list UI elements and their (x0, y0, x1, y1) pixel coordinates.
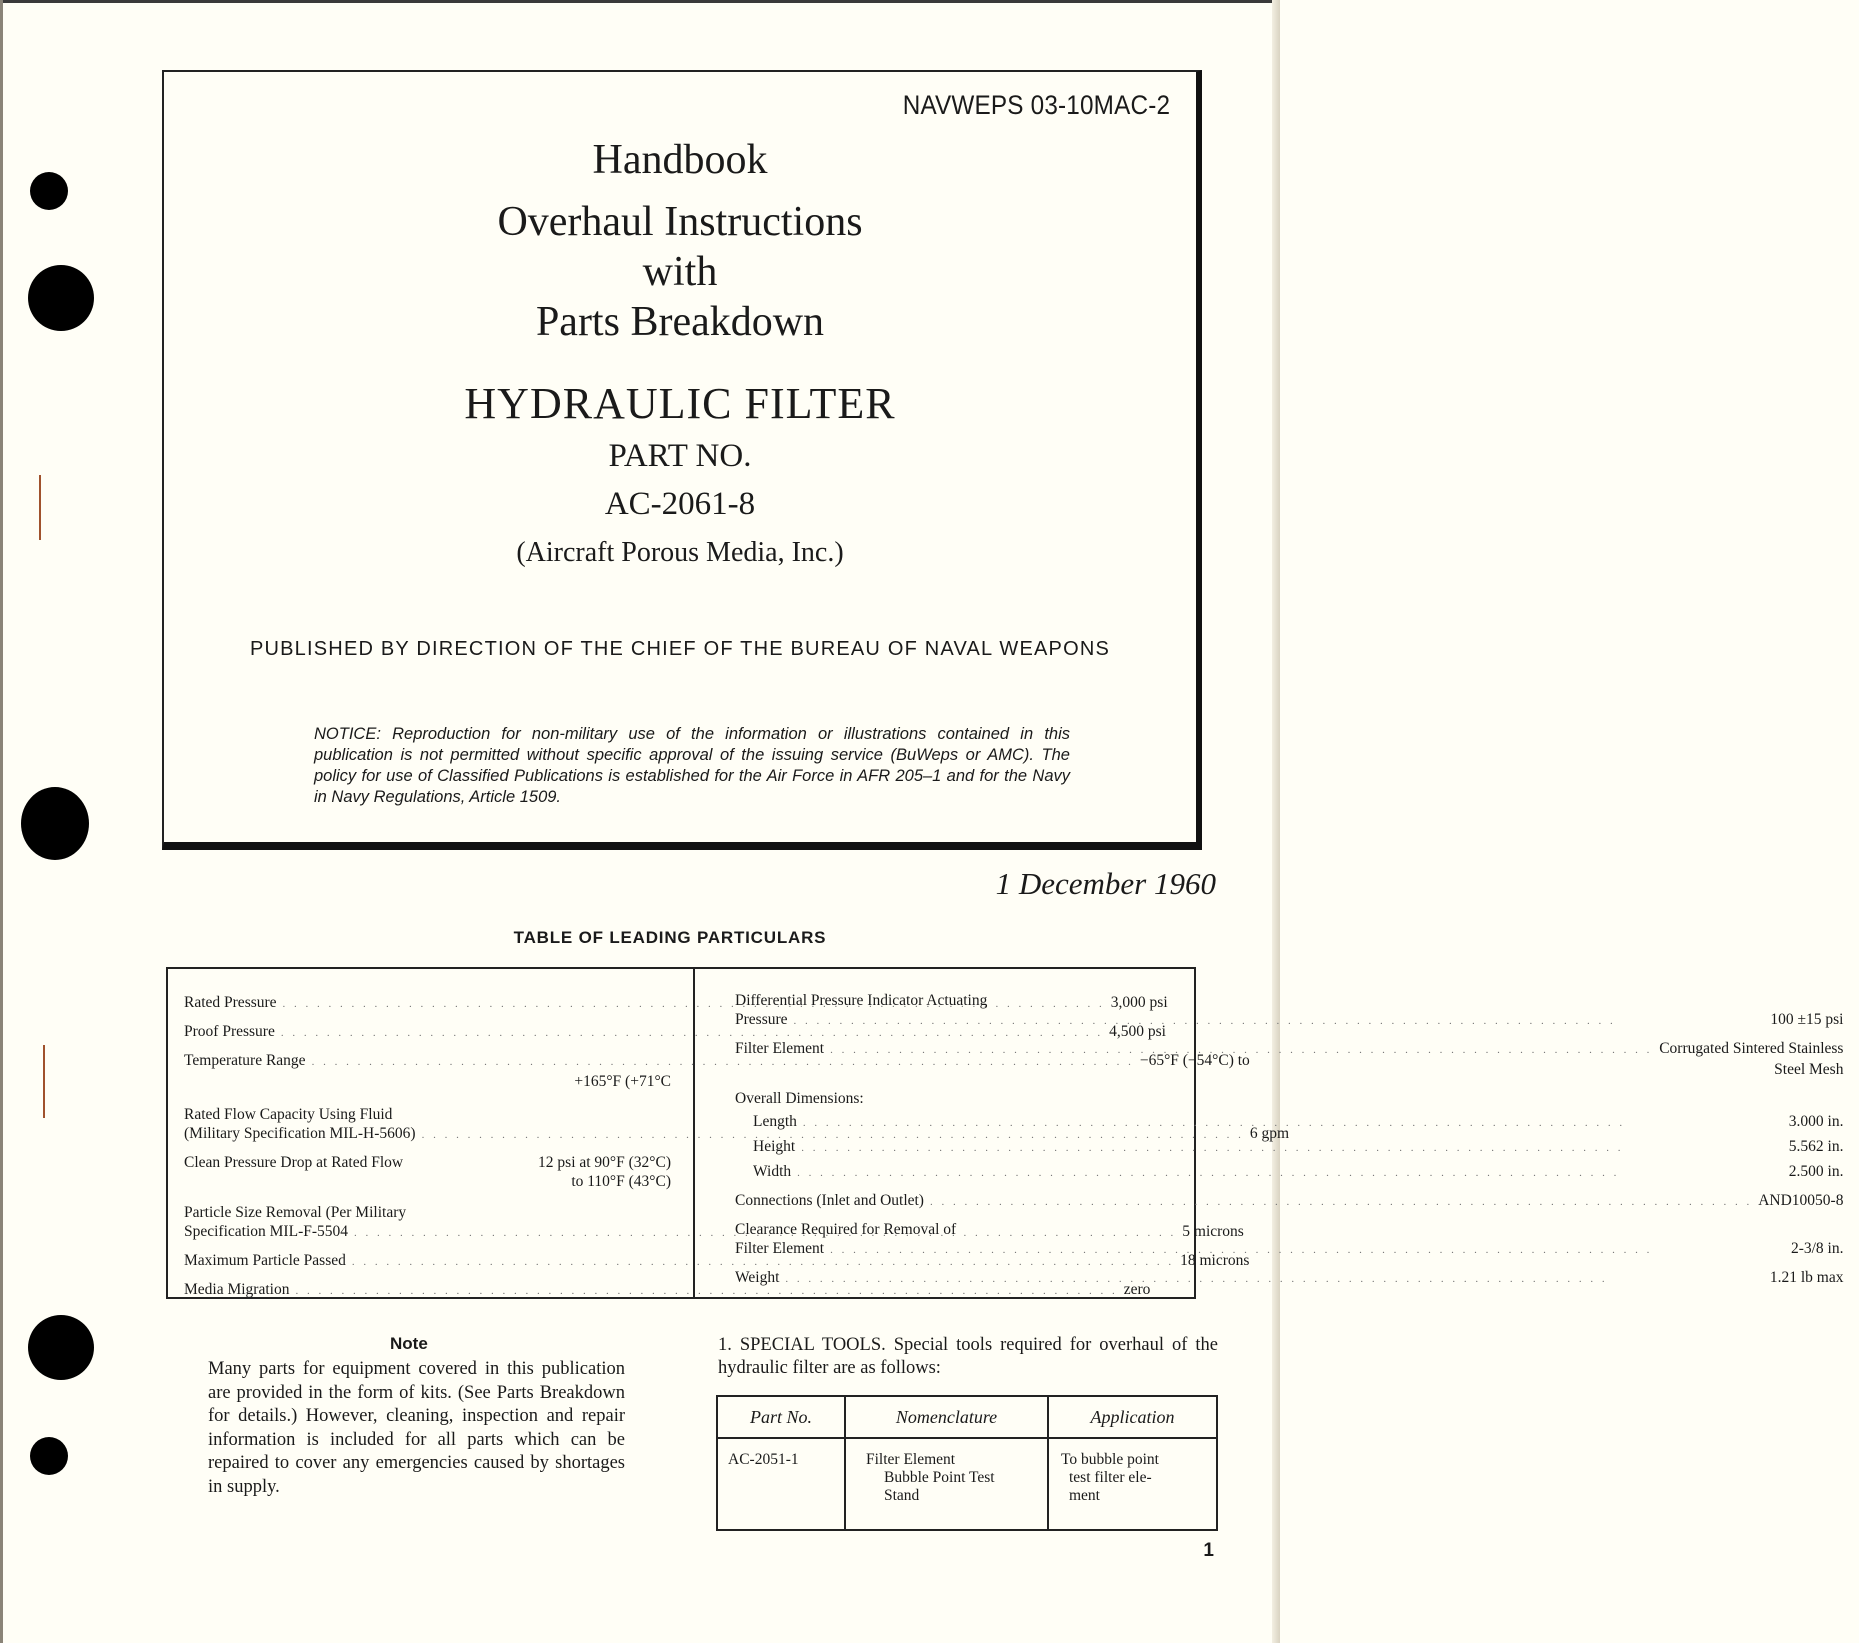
notice-text: NOTICE: Reproduction for non-military use of the information or illustrations contained in this publication is not permitted without specific approval of the issuing service (BuWeps or AMC). The policy for use of Classified Publications is established for the Air Force in AFR 205–1 and for the Navy in Navy Regulations, Article 1509. (314, 725, 1070, 806)
particular-row (735, 991, 1843, 1031)
particular-label: Overall Dimensions: (735, 1090, 864, 1107)
page-number: 1 (1203, 1540, 1214, 1561)
note-heading: Note (390, 1334, 428, 1353)
binder-hole-icon (28, 1315, 94, 1380)
published-by: PUBLISHED BY DIRECTION OF THE CHIEF OF THE BUREAU OF NAVAL WEAPONS (249, 638, 1111, 660)
column-header: Part No. (717, 1396, 845, 1438)
particular-label: Weight (735, 1269, 780, 1286)
particular-value-cont: Steel Mesh (1774, 1061, 1844, 1078)
special-tools-intro: 1. SPECIAL TOOLS. Special tools required for overhaul of the hydraulic filter are as follows: (718, 1335, 1218, 1378)
particular-label: Differential Pressure Indicator Actuating (735, 992, 988, 1009)
particulars-title: TABLE OF LEADING PARTICULARS (513, 928, 827, 947)
title-line: Parts Breakdown (535, 299, 825, 345)
particular-value: 3,000 psi (1110, 994, 1168, 1011)
table-header-row (717, 1396, 1217, 1438)
particular-value: zero (1123, 1281, 1151, 1298)
binder-hole-icon (30, 1437, 68, 1475)
particular-label: Proof Pressure (184, 1023, 275, 1040)
particular-value: 2.500 in. (1788, 1163, 1844, 1180)
particular-value-cont: to 110°F (43°C) (571, 1173, 671, 1190)
particular-label: Width (753, 1163, 792, 1180)
title-line: Handbook (592, 137, 768, 183)
column-header: Nomenclature (845, 1396, 1048, 1438)
table-row (717, 1438, 1217, 1530)
rust-stain (39, 475, 41, 540)
particular-label: Filter Element (735, 1040, 825, 1057)
binder-hole-icon (28, 265, 94, 331)
application-line: To bubble point (1061, 1451, 1159, 1468)
particular-row (184, 1280, 1151, 1301)
particular-label: Rated Flow Capacity Using Fluid (184, 1106, 393, 1123)
particular-label: Pressure (735, 1011, 788, 1028)
particular-row (735, 1220, 1843, 1260)
particular-value: 2-3/8 in. (1790, 1240, 1844, 1257)
particular-value: 3.000 in. (1788, 1113, 1844, 1130)
particular-value: 6 gpm (1249, 1125, 1290, 1142)
particular-label: Height (753, 1138, 796, 1155)
particular-value: 12 psi at 90°F (32°C) (538, 1154, 671, 1171)
manufacturer: (Aircraft Porous Media, Inc.) (516, 537, 844, 568)
particular-value: 5.562 in. (1788, 1138, 1844, 1155)
particular-label: Filter Element (735, 1240, 825, 1257)
application-line: test filter ele- (1069, 1469, 1152, 1486)
application-line: ment (1069, 1487, 1100, 1504)
binder-hole-icon (21, 787, 89, 860)
particular-label: Specification MIL-F-5504 (184, 1223, 349, 1240)
particular-label: Clearance Required for Removal of (735, 1221, 957, 1238)
particular-label: Rated Pressure (184, 994, 277, 1011)
particulars-right-column (695, 969, 1859, 1297)
page-edge (1272, 0, 1280, 1643)
rust-stain (43, 1045, 45, 1118)
special-tools-table (716, 1395, 1218, 1531)
particular-value: 5 microns (1182, 1223, 1244, 1240)
particular-row (735, 1162, 1843, 1183)
particular-value: 100 ±15 psi (1770, 1011, 1844, 1028)
application-cell (1048, 1438, 1217, 1530)
page-edge (0, 0, 3, 1643)
particular-label: Connections (Inlet and Outlet) (735, 1192, 924, 1209)
particular-label: Temperature Range (184, 1052, 306, 1069)
document-number: NAVWEPS 03-10MAC-2 (902, 90, 1170, 120)
particular-row (735, 1039, 1843, 1079)
particular-row (184, 1251, 1250, 1272)
note-body: Many parts for equipment covered in this publication are provided in the form of kits. (See Parts Breakdown for details.) However, cleaning, inspection and repair information is included for all parts which can be repaired to cover any emergencies caused by shortages in supply. (208, 1359, 625, 1497)
particular-row (735, 1137, 1843, 1158)
particular-label: Particle Size Removal (Per Military (184, 1204, 407, 1221)
particular-row (184, 1153, 671, 1191)
nomenclature-line: Bubble Point Test (884, 1469, 995, 1486)
particular-value: 4,500 psi (1109, 1023, 1166, 1040)
particular-row (735, 1191, 1843, 1212)
cover-box (162, 70, 1202, 850)
particular-value-cont: +165°F (+71°C (574, 1073, 671, 1090)
particular-row (184, 1051, 1250, 1091)
part-no-cell: AC-2051-1 (717, 1438, 845, 1530)
particular-label: Length (753, 1113, 797, 1130)
particular-label: Clean Pressure Drop at Rated Flow (184, 1154, 404, 1171)
nomenclature-line: Filter Element (866, 1451, 956, 1468)
title-line: with (642, 249, 718, 295)
particulars-table (166, 967, 1844, 1299)
title-line: Overhaul Instructions (497, 199, 863, 245)
particular-heading (735, 1089, 1843, 1108)
binder-hole-icon (30, 172, 68, 210)
particular-label: (Military Specification MIL-H-5606) (184, 1125, 416, 1142)
particular-row (735, 1268, 1843, 1289)
publication-date: 1 December 1960 (995, 866, 1216, 901)
part-no-label: PART NO. (608, 438, 752, 474)
page-edge (0, 0, 1280, 3)
item-title: HYDRAULIC FILTER (464, 379, 896, 428)
particular-value: Corrugated Sintered Stainless (1659, 1040, 1844, 1057)
part-number: AC-2061-8 (604, 486, 756, 522)
particular-value: AND10050-8 (1758, 1192, 1844, 1209)
particular-value: −65°F (−54°C) to (1139, 1052, 1250, 1069)
nomenclature-cell (845, 1438, 1048, 1530)
particular-label: Media Migration (184, 1281, 290, 1298)
particular-value: 1.21 lb max (1769, 1269, 1844, 1286)
particular-value: 18 microns (1180, 1252, 1250, 1269)
particular-row (184, 1022, 1166, 1043)
column-header: Application (1048, 1396, 1217, 1438)
nomenclature-line: Stand (884, 1487, 920, 1504)
particular-row (735, 1112, 1843, 1133)
particular-label: Maximum Particle Passed (184, 1252, 346, 1269)
